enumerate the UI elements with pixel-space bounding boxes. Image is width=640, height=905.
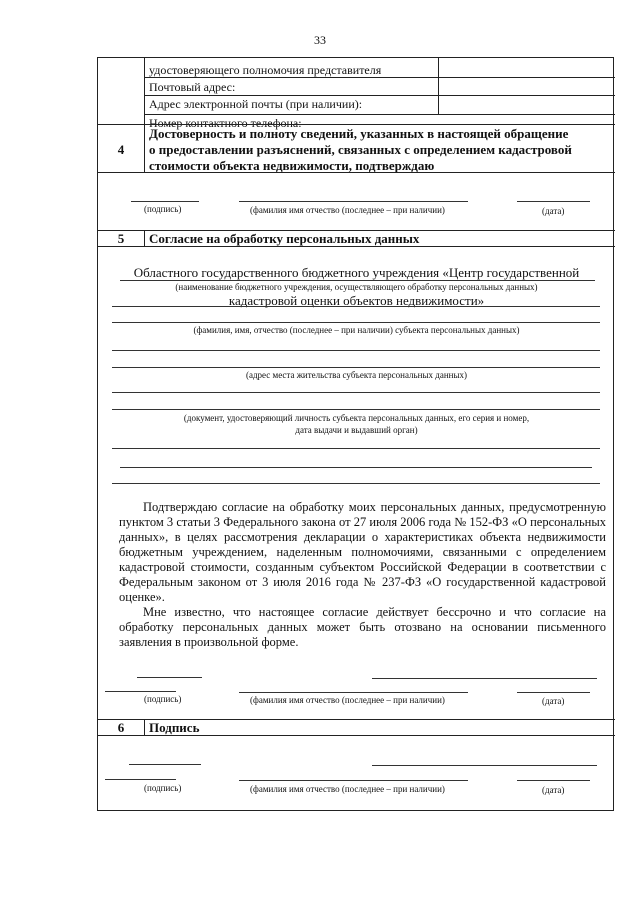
number-column-divider xyxy=(144,58,145,172)
section-6-signature-caption: (подпись) xyxy=(144,783,182,793)
section-4-signature-line xyxy=(131,201,199,202)
section-4-date-line xyxy=(517,201,590,202)
page-number: 33 xyxy=(314,33,326,47)
phone-label: Номер контактного телефона: xyxy=(149,116,302,130)
blank-line-3 xyxy=(112,483,600,484)
subject-name-caption: (фамилия, имя, отчество (последнее – при наличии) субъекта персональных данных) xyxy=(193,325,520,335)
section-6-date-caption: (дата) xyxy=(542,785,565,795)
consent-text xyxy=(119,500,606,650)
section-5-date-line xyxy=(517,692,590,693)
section-4-name-caption: (фамилия имя отчество (последнее – при наличии) xyxy=(250,205,445,215)
consent-paragraph-1: Подтверждаю согласие на обработку моих персональных данных, предусмотренную пунктом 3 статьи 3 Федерального закона от 27 июля 2006 года № 152-ФЗ «О персональных данных», в целях рассмотрения декларации о характеристиках объекта недвижимости бюджетным учреждением, наделенным полномочиями, связанными с определением кадастровой стоимости, созданным субъектом Российской Федерации в соответствии с Федеральным законом от 3 июля 2016 года № 237-ФЗ «О государственной кадастровой оценке». xyxy=(119,500,606,604)
section-6-title: Подпись xyxy=(149,720,200,735)
representative-document-label: удостоверяющего полномочия представителя xyxy=(149,63,382,77)
section-5-signature-line-upper xyxy=(137,677,202,678)
email-label: Адрес электронной почты (при наличии): xyxy=(149,97,363,111)
document-caption: (документ, удостоверяющий личность субъекта персональных данных, его серия и номер, дата выдачи и выдавший орган) xyxy=(183,413,530,435)
organization-line-2 xyxy=(112,306,600,307)
section-4-date-caption: (дата) xyxy=(542,206,565,216)
address-caption: (адрес места жительства субъекта персональных данных) xyxy=(245,370,468,380)
address-line-1 xyxy=(112,350,600,351)
section-6-number: 6 xyxy=(117,720,125,735)
subject-name-line xyxy=(112,322,600,323)
organization-caption: (наименование бюджетного учреждения, осуществляющего обработку персональных данных) xyxy=(175,282,538,292)
address-line-2 xyxy=(112,367,600,368)
section-6-signature-line-upper xyxy=(129,764,201,765)
value-column-divider xyxy=(438,58,439,115)
section-6-name-caption: (фамилия имя отчество (последнее – при наличии) xyxy=(250,784,445,794)
section-5-signature-line xyxy=(105,691,176,692)
application-form xyxy=(97,57,614,811)
section-6-signature-line xyxy=(105,779,176,780)
section-6-name-line xyxy=(372,765,597,766)
section-4-title: Достоверность и полноту сведений, указанных в настоящей обращение о предоставлении разъяснений, связанных с определением кадастровой стоимости объекта недвижимости, подтверждаю xyxy=(149,126,572,173)
section-5-signature-caption: (подпись) xyxy=(144,694,182,704)
section-4-name-line xyxy=(239,201,468,202)
organization-name-line-1: Областного государственного бюджетного учреждения «Центр государственной xyxy=(133,265,580,280)
section-5-date-caption: (дата) xyxy=(542,696,565,706)
organization-name-line-2: кадастровой оценки объектов недвижимости» xyxy=(228,293,485,308)
section-5-title: Согласие на обработку персональных данных xyxy=(149,231,420,246)
blank-line-1 xyxy=(112,448,600,449)
consent-paragraph-2: Мне известно, что настоящее согласие действует бессрочно и что согласие на обработку персональных данных может быть отозвано на основании письменного заявления в произвольной форме. xyxy=(119,605,606,649)
document-line-2 xyxy=(112,409,600,410)
section-6-date-line xyxy=(517,780,590,781)
section-5-number: 5 xyxy=(117,231,125,246)
section-5-name-caption: (фамилия имя отчество (последнее – при наличии) xyxy=(250,695,445,705)
postal-address-label: Почтовый адрес: xyxy=(149,80,236,94)
section-4-signature-caption: (подпись) xyxy=(144,204,182,214)
document-line-1 xyxy=(112,392,600,393)
section-4-number: 4 xyxy=(117,142,125,157)
blank-line-2 xyxy=(120,467,592,468)
section-5-name-line xyxy=(372,678,597,679)
